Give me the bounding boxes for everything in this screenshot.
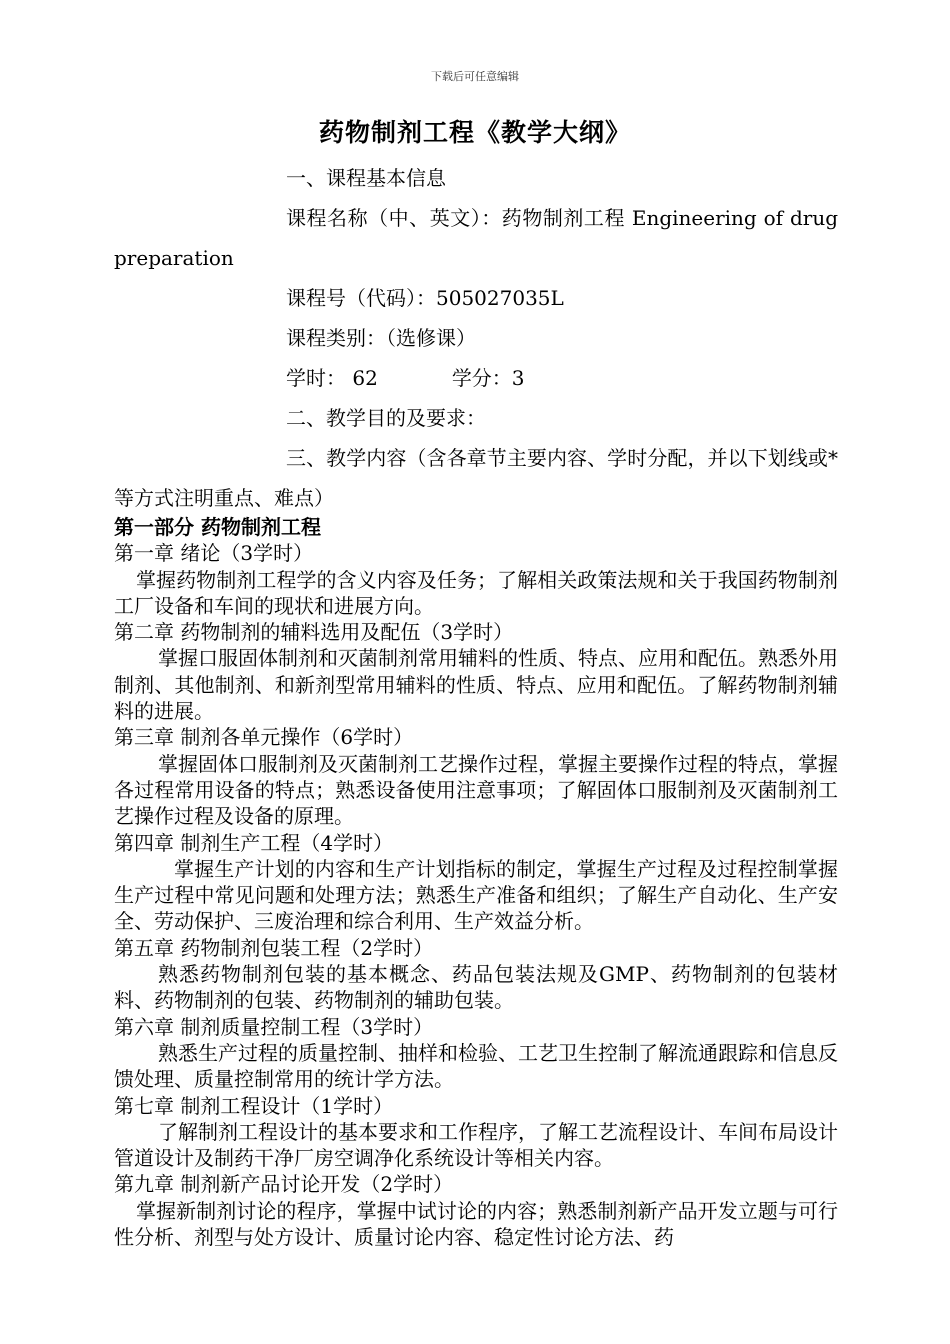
hours-credits-line [114,358,838,398]
section3-heading: 三、教学内容（含各章节主要内容、学时分配，并以下划线或*等方式注明重点、难点） [114,446,838,510]
section2-heading: 二、教学目的及要求： [286,406,486,430]
chapter-title: 第三章 制剂各单元操作（6学时） [114,725,414,750]
chapter-content: 掌握生产计划的内容和生产计划指标的制定，掌握生产过程及过程控制掌握生产过程中常见问题和处理方法；熟悉生产准备和组织；了解生产自动化、生产安全、劳动保护、三废治理和综合利用、生产效益分析。 [114,856,838,934]
hours-label: 学时： 62 [286,366,378,390]
section1-heading: 一、课程基本信息 [286,166,446,190]
course-info [114,158,838,518]
chapter-content: 掌握固体口服制剂及灭菌制剂工艺操作过程，掌握主要操作过程的特点，掌握各过程常用设备的特点；熟悉设备使用注意事项；了解固体口服制剂及灭菌制剂工艺操作过程及设备的原理。 [114,751,838,829]
chapter-content: 熟悉生产过程的质量控制、抽样和检验、工艺卫生控制了解流通跟踪和信息反馈处理、质量控制常用的统计学方法。 [114,1040,838,1092]
chapter-title: 第七章 制剂工程设计（1学时） [114,1093,394,1118]
chapter-content: 熟悉药物制剂包装的基本概念、药品包装法规及GMP、药物制剂的包装材料、药物制剂的包装、药物制剂的辅助包装。 [114,962,838,1013]
chapter-title: 第四章 制剂生产工程（4学时） [114,830,394,855]
course-code: 课程号（代码）：505027035L [286,286,564,310]
part-title: 第一部分 药物制剂工程 [114,515,321,539]
document-title: 药物制剂工程《教学大纲》 [318,118,631,147]
chapter-content: 掌握药物制剂工程学的含义内容及任务；了解相关政策法规和关于我国药物制剂工厂设备和车间的现状和进展方向。 [114,567,838,618]
chapter-content: 掌握新制剂讨论的程序，掌握中试讨论的内容；熟悉制剂新产品开发立题与可行性分析、剂型与处方设计、质量讨论内容、稳定性讨论方法、药 [114,1198,838,1250]
chapter-title: 第六章 制剂质量控制工程（3学时） [114,1014,434,1039]
course-content [114,514,838,1250]
chapter-title: 第一章 绪论（3学时） [114,541,314,566]
chapter-content: 掌握口服固体制剂和灭菌制剂常用辅料的性质、特点、应用和配伍。熟悉外用制剂、其他制剂、和新剂型常用辅料的性质、特点、应用和配伍。了解药物制剂辅料的进展。 [114,646,838,724]
chapter-content: 了解制剂工程设计的基本要求和工作程序，了解工艺流程设计、车间布局设计管道设计及制药干净厂房空调净化系统设计等相关内容。 [114,1119,838,1171]
chapter-title: 第五章 药物制剂包装工程（2学时） [114,935,434,960]
course-name: 课程名称（中、英文）：药物制剂工程 Engineering of drug preparation [114,206,838,270]
chapter-title: 第二章 药物制剂的辅料选用及配伍（3学时） [114,620,514,645]
page-header-note: 下载后可任意编辑 [431,70,519,83]
credits-label: 学分：3 [451,366,525,390]
course-type: 课程类别：（选修课） [286,326,476,350]
chapter-title: 第九章 制剂新产品讨论开发（2学时） [114,1172,454,1197]
